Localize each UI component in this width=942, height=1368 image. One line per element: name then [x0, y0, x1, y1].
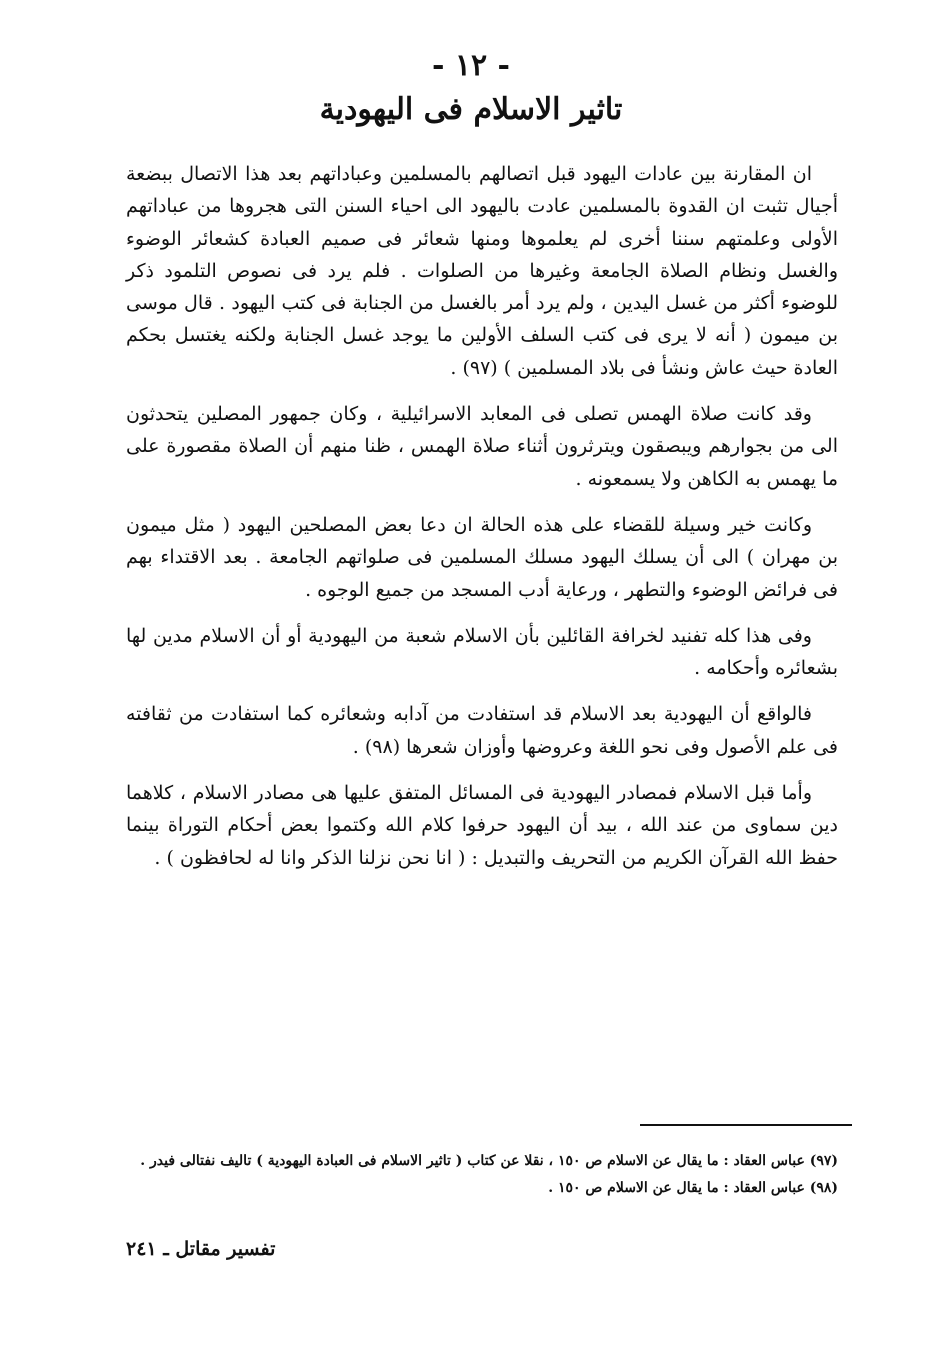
- chapter-title: تاثير الاسلام فى اليهودية: [319, 92, 623, 127]
- paragraph: ان المقارنة بين عادات اليهود قبل اتصالهم بالمسلمين وعباداتهم بعد هذا الاتصال ببضعة أجيال تثبت ان القدوة بالمسلمين عادت باليهود الى احياء السنن التى هجروها من عباداتهم الأولى وعلمتهم سننا أخرى لم يعلموها ومنها شعائر فى صميم العبادة كشعائر الوضوء والغسل ونظام الصلاة الجامعة وغيرها من الصلوات . فلم يرد فى نصوص التلمود ذكر للوضوء أكثر من غسل اليدين ، ولم يرد أمر بالغسل من الجنابة فى كتب اليهود . قال موسى بن ميمون ( أنه لا يرى فى كتب السلف الأولين ما يوجد غسل الجنابة ولكنه يغتسل بحكم العادة حيث عاش ونشأ فى بلاد المسلمين ) (٩٧) .: [126, 163, 838, 379]
- footnote-98: (٩٨) عباس العقاد : ما يقال عن الاسلام ص ١٥٠ .: [548, 1180, 838, 1196]
- page-number: - ١٢ -: [431, 48, 511, 83]
- footnote-97: (٩٧) عباس العقاد : ما يقال عن الاسلام ص ١٥٠ ، نقلا عن كتاب ( تاثير الاسلام فى العبادة اليهودية ) تاليف نفتالى فيدر .: [140, 1153, 838, 1169]
- paragraph: وكانت خير وسيلة للقضاء على هذه الحالة ان دعا بعض المصلحين اليهود ( مثل ميمون بن مهران ) الى أن يسلك اليهود مسلك المسلمين فى صلواتهم الجامعة . بعد الاقتداء بهم فى فرائض الوضوء والتطهر ، ورعاية أدب المسجد من جميع الوجوه .: [126, 513, 838, 601]
- paragraph: فالواقع أن اليهودية بعد الاسلام قد استفادت من آدابه وشعائره كما استفادت من ثقافته فى علم الأصول وفى نحو اللغة وعروضها وأوزان شعرها (٩٨) .: [126, 703, 838, 758]
- paragraph: وأما قبل الاسلام فمصادر اليهودية فى المسائل المتفق عليها هى مصادر الاسلام ، كلاهما دين سماوى من عند الله ، بيد أن اليهود حرفوا كلام الله وكتموا بعض أحكام التوراة بينما حفظ الله القرآن الكريم من التحريف والتبديل : ( انا نحن نزلنا الذكر وانا له لحافظون ) .: [126, 782, 838, 869]
- footnote-divider: [640, 1124, 852, 1126]
- body-text: [126, 158, 838, 888]
- paragraph: وفى هذا كله تفنيد لخرافة القائلين بأن الاسلام شعبة من اليهودية أو أن الاسلام مدين لها بشعائره وأحكامه .: [126, 624, 838, 680]
- footnotes: [126, 1148, 838, 1202]
- paragraph: وقد كانت صلاة الهمس تصلى فى المعابد الاسرائيلية ، وكان جمهور المصلين يتحدثون الى من بجوارهم ويبصقون ويترثرون أثناء صلاة الهمس ، ظنا منهم أن الصلاة مقصورة على ما يهمس به الكاهن ولا يسمعونه .: [126, 403, 838, 490]
- running-footer: تفسير مقاتل ـ ٢٤١: [126, 1238, 276, 1260]
